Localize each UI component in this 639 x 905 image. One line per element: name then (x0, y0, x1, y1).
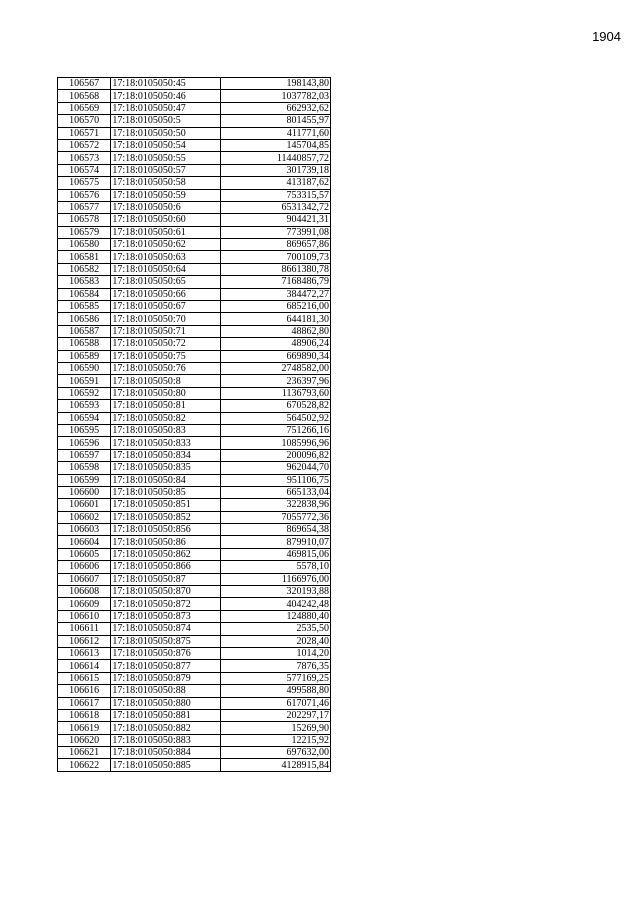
row-number-cell: 106613 (58, 647, 111, 659)
table-row (58, 139, 331, 151)
value-cell: 301739,18 (221, 164, 331, 176)
table-row (58, 251, 331, 263)
cadastral-number-cell: 17:18:0105050:60 (111, 214, 221, 226)
value-cell: 11440857,72 (221, 152, 331, 164)
cadastral-number-cell: 17:18:0105050:8 (111, 375, 221, 387)
row-number-cell: 106567 (58, 78, 111, 90)
value-cell: 670528,82 (221, 400, 331, 412)
table-row (58, 722, 331, 734)
value-cell: 951106,75 (221, 474, 331, 486)
cadastral-number-cell: 17:18:0105050:75 (111, 350, 221, 362)
cadastral-number-cell: 17:18:0105050:856 (111, 524, 221, 536)
value-cell: 7876,35 (221, 660, 331, 672)
row-number-cell: 106603 (58, 524, 111, 536)
cadastral-number-cell: 17:18:0105050:884 (111, 747, 221, 759)
table-row (58, 239, 331, 251)
row-number-cell: 106619 (58, 722, 111, 734)
table-row (58, 301, 331, 313)
cadastral-number-cell: 17:18:0105050:71 (111, 325, 221, 337)
row-number-cell: 106577 (58, 201, 111, 213)
value-cell: 413187,62 (221, 177, 331, 189)
table-row (58, 437, 331, 449)
table-row (58, 561, 331, 573)
row-number-cell: 106580 (58, 239, 111, 251)
table-row (58, 226, 331, 238)
cadastral-number-cell: 17:18:0105050:87 (111, 573, 221, 585)
cadastral-number-cell: 17:18:0105050:70 (111, 313, 221, 325)
cadastral-number-cell: 17:18:0105050:47 (111, 102, 221, 114)
row-number-cell: 106568 (58, 90, 111, 102)
value-cell: 320193,88 (221, 586, 331, 598)
table-body (58, 78, 331, 772)
row-number-cell: 106618 (58, 709, 111, 721)
value-cell: 1085996,96 (221, 437, 331, 449)
cadastral-number-cell: 17:18:0105050:882 (111, 722, 221, 734)
cadastral-number-cell: 17:18:0105050:833 (111, 437, 221, 449)
cadastral-number-cell: 17:18:0105050:55 (111, 152, 221, 164)
table-row (58, 115, 331, 127)
row-number-cell: 106621 (58, 747, 111, 759)
row-number-cell: 106599 (58, 474, 111, 486)
value-cell: 202297,17 (221, 709, 331, 721)
value-cell: 404242,48 (221, 598, 331, 610)
row-number-cell: 106591 (58, 375, 111, 387)
table-row (58, 499, 331, 511)
table-row (58, 474, 331, 486)
row-number-cell: 106601 (58, 499, 111, 511)
row-number-cell: 106588 (58, 338, 111, 350)
value-cell: 2028,40 (221, 635, 331, 647)
value-cell: 700109,73 (221, 251, 331, 263)
table-row (58, 709, 331, 721)
table-row (58, 610, 331, 622)
row-number-cell: 106573 (58, 152, 111, 164)
table-row (58, 635, 331, 647)
row-number-cell: 106569 (58, 102, 111, 114)
row-number-cell: 106585 (58, 301, 111, 313)
value-cell: 662932,62 (221, 102, 331, 114)
table-row (58, 424, 331, 436)
value-cell: 6531342,72 (221, 201, 331, 213)
row-number-cell: 106622 (58, 759, 111, 771)
value-cell: 5578,10 (221, 561, 331, 573)
cadastral-number-cell: 17:18:0105050:872 (111, 598, 221, 610)
table-row (58, 375, 331, 387)
cadastral-number-cell: 17:18:0105050:57 (111, 164, 221, 176)
row-number-cell: 106594 (58, 412, 111, 424)
table-row (58, 152, 331, 164)
cadastral-number-cell: 17:18:0105050:76 (111, 362, 221, 374)
row-number-cell: 106574 (58, 164, 111, 176)
cadastral-number-cell: 17:18:0105050:83 (111, 424, 221, 436)
row-number-cell: 106605 (58, 548, 111, 560)
cadastral-number-cell: 17:18:0105050:81 (111, 400, 221, 412)
row-number-cell: 106586 (58, 313, 111, 325)
table-row (58, 672, 331, 684)
table-row (58, 598, 331, 610)
cadastral-number-cell: 17:18:0105050:66 (111, 288, 221, 300)
value-cell: 4128915,84 (221, 759, 331, 771)
table-row (58, 288, 331, 300)
cadastral-number-cell: 17:18:0105050:879 (111, 672, 221, 684)
row-number-cell: 106609 (58, 598, 111, 610)
table-row (58, 164, 331, 176)
value-cell: 869657,86 (221, 239, 331, 251)
table-row (58, 524, 331, 536)
row-number-cell: 106615 (58, 672, 111, 684)
cadastral-number-cell: 17:18:0105050:851 (111, 499, 221, 511)
value-cell: 751266,16 (221, 424, 331, 436)
table-row (58, 263, 331, 275)
table-row (58, 660, 331, 672)
value-cell: 469815,06 (221, 548, 331, 560)
row-number-cell: 106600 (58, 486, 111, 498)
cadastral-number-cell: 17:18:0105050:834 (111, 449, 221, 461)
row-number-cell: 106587 (58, 325, 111, 337)
cadastral-number-cell: 17:18:0105050:62 (111, 239, 221, 251)
table-row (58, 536, 331, 548)
table-row (58, 759, 331, 771)
table-row (58, 573, 331, 585)
table-row (58, 313, 331, 325)
value-cell: 617071,46 (221, 697, 331, 709)
cadastral-number-cell: 17:18:0105050:86 (111, 536, 221, 548)
table-row (58, 734, 331, 746)
row-number-cell: 106584 (58, 288, 111, 300)
table-row (58, 623, 331, 635)
value-cell: 2748582,00 (221, 362, 331, 374)
table-row (58, 387, 331, 399)
cadastral-number-cell: 17:18:0105050:852 (111, 511, 221, 523)
cadastral-number-cell: 17:18:0105050:873 (111, 610, 221, 622)
value-cell: 1166976,00 (221, 573, 331, 585)
row-number-cell: 106596 (58, 437, 111, 449)
table-row (58, 586, 331, 598)
table-row (58, 647, 331, 659)
cadastral-number-cell: 17:18:0105050:58 (111, 177, 221, 189)
cadastral-number-cell: 17:18:0105050:65 (111, 276, 221, 288)
cadastral-number-cell: 17:18:0105050:88 (111, 685, 221, 697)
value-cell: 124880,40 (221, 610, 331, 622)
value-cell: 773991,08 (221, 226, 331, 238)
table-row (58, 338, 331, 350)
row-number-cell: 106598 (58, 462, 111, 474)
value-cell: 577169,25 (221, 672, 331, 684)
table-row (58, 400, 331, 412)
value-cell: 697632,00 (221, 747, 331, 759)
row-number-cell: 106611 (58, 623, 111, 635)
table-row (58, 685, 331, 697)
value-cell: 145704,85 (221, 139, 331, 151)
row-number-cell: 106612 (58, 635, 111, 647)
cadastral-number-cell: 17:18:0105050:46 (111, 90, 221, 102)
row-number-cell: 106608 (58, 586, 111, 598)
cadastral-number-cell: 17:18:0105050:80 (111, 387, 221, 399)
value-cell: 869654,38 (221, 524, 331, 536)
cadastral-number-cell: 17:18:0105050:85 (111, 486, 221, 498)
cadastral-value-table (57, 77, 331, 772)
cadastral-number-cell: 17:18:0105050:870 (111, 586, 221, 598)
row-number-cell: 106575 (58, 177, 111, 189)
value-cell: 15269,90 (221, 722, 331, 734)
value-cell: 7055772,36 (221, 511, 331, 523)
cadastral-number-cell: 17:18:0105050:72 (111, 338, 221, 350)
row-number-cell: 106595 (58, 424, 111, 436)
cadastral-number-cell: 17:18:0105050:885 (111, 759, 221, 771)
row-number-cell: 106606 (58, 561, 111, 573)
cadastral-number-cell: 17:18:0105050:874 (111, 623, 221, 635)
value-cell: 669890,34 (221, 350, 331, 362)
value-cell: 236397,96 (221, 375, 331, 387)
value-cell: 753315,57 (221, 189, 331, 201)
value-cell: 962044,70 (221, 462, 331, 474)
cadastral-number-cell: 17:18:0105050:876 (111, 647, 221, 659)
table-row (58, 201, 331, 213)
cadastral-number-cell: 17:18:0105050:835 (111, 462, 221, 474)
table-row (58, 78, 331, 90)
cadastral-number-cell: 17:18:0105050:61 (111, 226, 221, 238)
row-number-cell: 106576 (58, 189, 111, 201)
table-row (58, 90, 331, 102)
value-cell: 1037782,03 (221, 90, 331, 102)
table-row (58, 177, 331, 189)
cadastral-number-cell: 17:18:0105050:5 (111, 115, 221, 127)
table-row (58, 747, 331, 759)
row-number-cell: 106607 (58, 573, 111, 585)
table-row (58, 276, 331, 288)
row-number-cell: 106617 (58, 697, 111, 709)
table-row (58, 697, 331, 709)
value-cell: 665133,04 (221, 486, 331, 498)
value-cell: 8661380,78 (221, 263, 331, 275)
cadastral-number-cell: 17:18:0105050:862 (111, 548, 221, 560)
value-cell: 198143,80 (221, 78, 331, 90)
table-row (58, 511, 331, 523)
row-number-cell: 106578 (58, 214, 111, 226)
cadastral-number-cell: 17:18:0105050:875 (111, 635, 221, 647)
cadastral-number-cell: 17:18:0105050:883 (111, 734, 221, 746)
page-number: 1904 (592, 29, 621, 44)
value-cell: 499588,80 (221, 685, 331, 697)
value-cell: 904421,31 (221, 214, 331, 226)
cadastral-number-cell: 17:18:0105050:63 (111, 251, 221, 263)
row-number-cell: 106616 (58, 685, 111, 697)
row-number-cell: 106572 (58, 139, 111, 151)
row-number-cell: 106570 (58, 115, 111, 127)
table-row (58, 127, 331, 139)
row-number-cell: 106592 (58, 387, 111, 399)
table-row (58, 412, 331, 424)
row-number-cell: 106581 (58, 251, 111, 263)
cadastral-number-cell: 17:18:0105050:54 (111, 139, 221, 151)
value-cell: 48862,80 (221, 325, 331, 337)
cadastral-number-cell: 17:18:0105050:6 (111, 201, 221, 213)
row-number-cell: 106590 (58, 362, 111, 374)
table-row (58, 325, 331, 337)
table-row (58, 462, 331, 474)
table-row (58, 362, 331, 374)
cadastral-number-cell: 17:18:0105050:881 (111, 709, 221, 721)
row-number-cell: 106602 (58, 511, 111, 523)
value-cell: 12215,92 (221, 734, 331, 746)
row-number-cell: 106614 (58, 660, 111, 672)
cadastral-number-cell: 17:18:0105050:84 (111, 474, 221, 486)
value-cell: 1136793,60 (221, 387, 331, 399)
row-number-cell: 106579 (58, 226, 111, 238)
cadastral-number-cell: 17:18:0105050:880 (111, 697, 221, 709)
value-cell: 685216,00 (221, 301, 331, 313)
value-cell: 564502,92 (221, 412, 331, 424)
row-number-cell: 106604 (58, 536, 111, 548)
value-cell: 879910,07 (221, 536, 331, 548)
row-number-cell: 106571 (58, 127, 111, 139)
cadastral-number-cell: 17:18:0105050:877 (111, 660, 221, 672)
value-cell: 384472,27 (221, 288, 331, 300)
table-row (58, 189, 331, 201)
value-cell: 801455,97 (221, 115, 331, 127)
row-number-cell: 106582 (58, 263, 111, 275)
cadastral-number-cell: 17:18:0105050:59 (111, 189, 221, 201)
cadastral-number-cell: 17:18:0105050:67 (111, 301, 221, 313)
value-cell: 2535,50 (221, 623, 331, 635)
row-number-cell: 106583 (58, 276, 111, 288)
table-row (58, 214, 331, 226)
row-number-cell: 106620 (58, 734, 111, 746)
value-cell: 7168486,79 (221, 276, 331, 288)
row-number-cell: 106597 (58, 449, 111, 461)
cadastral-number-cell: 17:18:0105050:82 (111, 412, 221, 424)
row-number-cell: 106589 (58, 350, 111, 362)
table-row (58, 548, 331, 560)
cadastral-number-cell: 17:18:0105050:45 (111, 78, 221, 90)
table-row (58, 449, 331, 461)
value-cell: 644181,30 (221, 313, 331, 325)
row-number-cell: 106593 (58, 400, 111, 412)
cadastral-number-cell: 17:18:0105050:50 (111, 127, 221, 139)
value-cell: 322838,96 (221, 499, 331, 511)
table-row (58, 102, 331, 114)
table-row (58, 486, 331, 498)
value-cell: 1014,20 (221, 647, 331, 659)
value-cell: 411771,60 (221, 127, 331, 139)
value-cell: 48906,24 (221, 338, 331, 350)
cadastral-number-cell: 17:18:0105050:64 (111, 263, 221, 275)
row-number-cell: 106610 (58, 610, 111, 622)
cadastral-number-cell: 17:18:0105050:866 (111, 561, 221, 573)
value-cell: 200096,82 (221, 449, 331, 461)
table-row (58, 350, 331, 362)
